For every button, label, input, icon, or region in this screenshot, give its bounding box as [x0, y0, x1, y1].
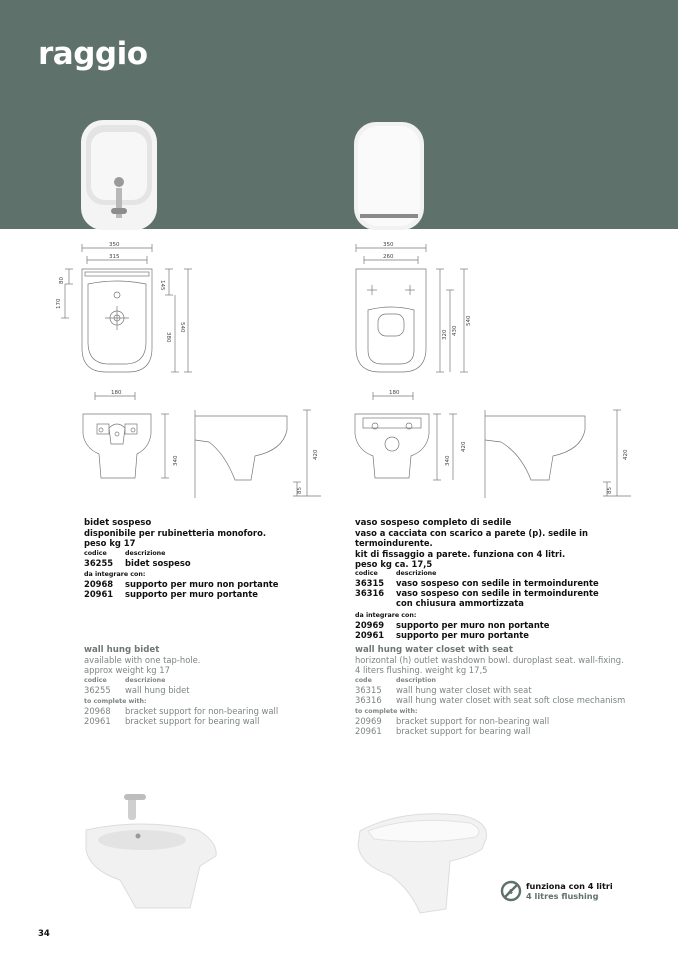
wc-top-drawing — [340, 238, 490, 383]
bidet-english-block — [84, 645, 324, 726]
dim-bidet-80: 80 — [59, 277, 65, 284]
complete-label: da integrare con: — [84, 570, 146, 578]
dim-bidet-180: 180 — [111, 390, 122, 396]
dim-wc-420: 420 — [461, 441, 467, 452]
dim-wc-260: 260 — [383, 254, 394, 260]
wc-english-block — [355, 645, 655, 736]
complete-label: to complete with: — [84, 697, 147, 705]
table-row-continuation: con chiusura ammortizzata — [396, 598, 524, 609]
col-desc-label: description — [396, 676, 437, 684]
bidet-weight-en: approx weight kg 17 — [84, 665, 170, 676]
table-row: 20969 supporto per muro non portante — [355, 619, 550, 630]
flush-badge — [500, 880, 613, 902]
badge-line-it: funziona con 4 litri — [526, 881, 613, 891]
wc-title-it: vaso sospeso completo di sedile — [355, 518, 512, 528]
table-row: 20968 supporto per muro non portante — [84, 578, 279, 589]
bidet-weight-it: peso kg 17 — [84, 538, 136, 549]
dim-wc-320: 320 — [442, 329, 448, 340]
table-row: 36316 wall hung water closet with seat soft close mechanism — [355, 694, 626, 705]
table-row: 36255 bidet sospeso — [84, 557, 191, 568]
col-code-label: codice — [355, 570, 378, 578]
dim-wc-350: 350 — [383, 242, 394, 248]
bidet-product-photo — [80, 790, 230, 920]
table-row: 20961 bracket support for bearing wall — [355, 726, 531, 737]
dim-bidet-380: 380 — [165, 332, 171, 343]
dim-wc-540: 540 — [466, 315, 472, 326]
table-row: 36315 wall hung water closet with seat — [355, 684, 532, 695]
table-row: 36255 wall hung bidet — [84, 684, 190, 695]
wc-top-photo — [354, 122, 424, 230]
col-desc-label: descrizione — [396, 570, 437, 578]
dim-bidet-315: 315 — [109, 254, 120, 260]
dim-wc-420b: 420 — [623, 449, 629, 460]
bidet-top-photo — [81, 120, 157, 230]
dim-bidet-145: 145 — [159, 280, 165, 291]
table-row: 20968 bracket support for non-bearing wall — [84, 705, 279, 716]
bidet-desc-en: available with one tap-hole. — [84, 655, 201, 666]
bidet-front-drawing — [75, 388, 325, 498]
table-row: 36316 vaso sospeso con sedile in termoindurente — [355, 588, 599, 599]
svg-text:4: 4 — [508, 888, 513, 896]
table-row: 20961 supporto per muro portante — [84, 589, 258, 600]
table-row: 36315 vaso sospeso con sedile in termoindurente — [355, 578, 599, 589]
wc-product-photo — [350, 805, 500, 920]
dim-bidet-170: 170 — [56, 298, 62, 309]
wc-desc2-it: kit di fissaggio a parete. funziona con 4 litri. — [355, 548, 566, 559]
dim-wc-180: 180 — [389, 390, 400, 396]
no-symbol-icon — [500, 880, 522, 902]
dim-wc-340: 340 — [445, 455, 451, 466]
wc-desc1-en: horizontal (h) outlet washdown bowl. duroplast seat. wall-fixing. — [355, 655, 624, 666]
complete-label: to complete with: — [355, 708, 418, 716]
dim-bidet-540: 540 — [179, 322, 185, 333]
bidet-title-en: wall hung bidet — [84, 645, 160, 655]
wc-title-en: wall hung water closet with seat — [355, 645, 513, 655]
dim-wc-430: 430 — [452, 325, 458, 336]
dim-bidet-85: 85 — [297, 487, 303, 494]
wc-desc1-it: vaso a cacciata con scarico a parete (p). sedile in termoindurente. — [355, 528, 589, 549]
dim-bidet-420: 420 — [313, 449, 319, 460]
bidet-italian-block — [84, 518, 324, 599]
col-code-label: codice — [84, 549, 107, 557]
bidet-top-drawing — [55, 238, 205, 383]
dim-wc-85: 85 — [607, 487, 613, 494]
table-row: 20961 supporto per muro portante — [355, 629, 529, 640]
wc-italian-block — [355, 518, 655, 640]
table-row: 20961 bracket support for bearing wall — [84, 716, 260, 727]
col-code-label: codice — [84, 676, 107, 684]
badge-line-en: 4 litres flushing — [526, 891, 599, 901]
dim-bidet-350: 350 — [109, 242, 120, 248]
wc-desc2-en: 4 liters flushing. weight kg 17,5 — [355, 665, 488, 676]
bidet-title-it: bidet sospeso — [84, 518, 152, 528]
dim-bidet-340: 340 — [173, 455, 179, 466]
table-row: 20969 bracket support for non-bearing wall — [355, 716, 550, 727]
bidet-desc-it: disponibile per rubinetteria monoforo. — [84, 528, 267, 539]
col-desc-label: descrizione — [125, 676, 166, 684]
page-number: 34 — [38, 929, 50, 939]
wc-weight-it: peso kg ca. 17,5 — [355, 558, 433, 569]
wc-front-drawing — [345, 388, 635, 498]
complete-label: da integrare con: — [355, 611, 417, 619]
col-desc-label: descrizione — [125, 549, 166, 557]
col-code-label: code — [355, 676, 372, 684]
brand-logo: raggio — [38, 36, 148, 72]
